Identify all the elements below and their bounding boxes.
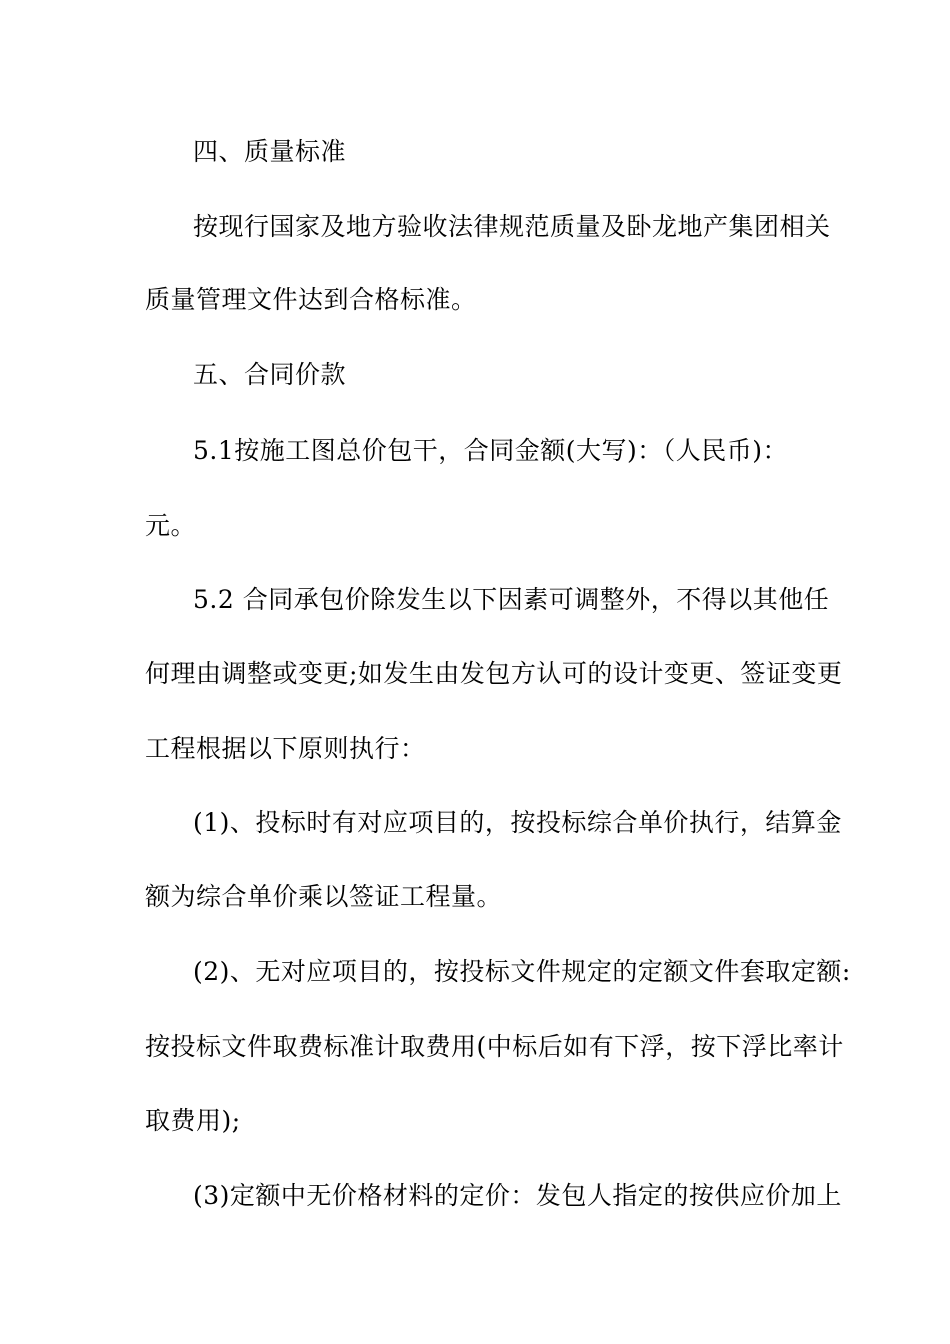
list-item-line: 额为综合单价乘以签证工程量。 [145,882,503,911]
paragraph-line: 质量管理文件达到合格标准。 [145,285,477,314]
list-item-line: (1)、投标时有对应项目的，按投标综合单价执行，结算金 [193,808,842,837]
list-item-line: 按投标文件取费标准计取费用(中标后如有下浮，按下浮比率计 [145,1032,844,1061]
list-item-line: (3)定额中无价格材料的定价：发包人指定的按供应价加上 [193,1181,842,1210]
paragraph-line: 元。 [145,511,197,540]
paragraph-line: 何理由调整或变更;如发生由发包方认可的设计变更、签证变更 [145,659,843,688]
section-heading-quality-standard: 四、质量标准 [193,137,347,166]
paragraph-line: 5.2 合同承包价除发生以下因素可调整外，不得以其他任 [193,585,830,614]
paragraph-line: 工程根据以下原则执行： [145,734,426,763]
list-item-line: 取费用); [145,1106,241,1135]
section-heading-contract-price: 五、合同价款 [193,360,347,389]
list-item-line: (2)、无对应项目的，按投标文件规定的定额文件套取定额: [193,957,851,986]
paragraph-line: 5.1按施工图总价包干，合同金额(大写)：（人民币)： [193,436,789,465]
paragraph-line: 按现行国家及地方验收法律规范质量及卧龙地产集团相关 [193,212,831,241]
